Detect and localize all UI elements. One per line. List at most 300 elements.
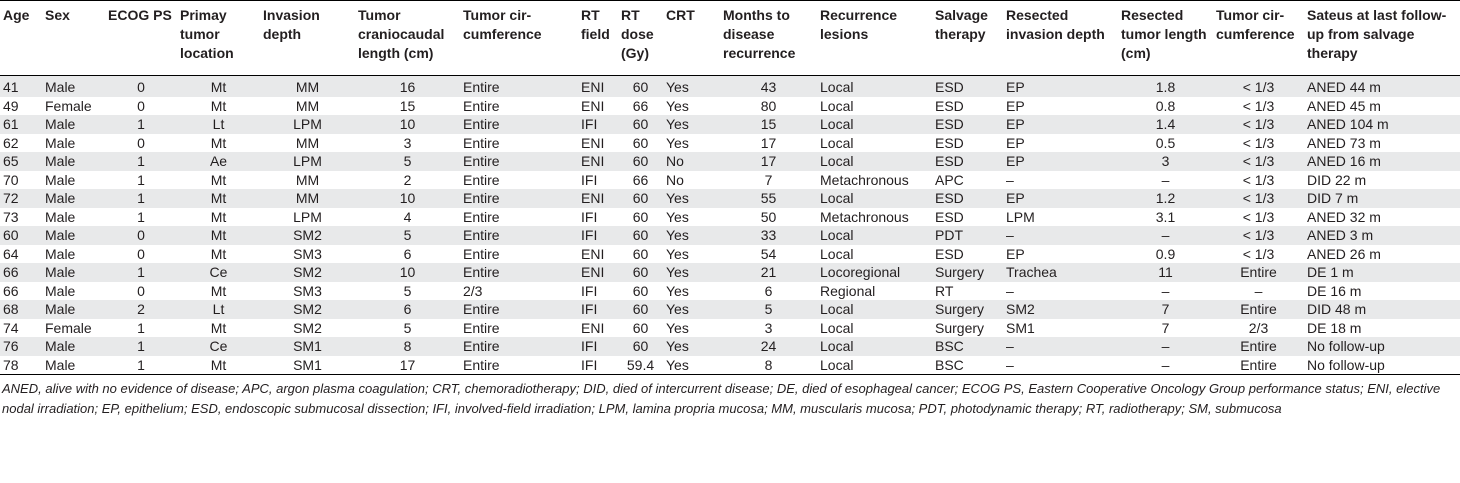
table-cell: Ce xyxy=(177,337,260,356)
table-row xyxy=(0,208,1460,227)
table-cell: 0 xyxy=(137,97,145,114)
table-cell: 6 xyxy=(403,245,412,262)
table-cell: 76 xyxy=(0,337,42,356)
table-cell: Male xyxy=(42,226,105,245)
table-row xyxy=(0,134,1460,153)
table-cell: 3 xyxy=(403,134,412,151)
table-cell: 6 xyxy=(355,300,460,319)
table-cell: MM xyxy=(295,97,320,114)
table-cell: 1 xyxy=(105,115,177,134)
table-row xyxy=(0,337,1460,356)
table-cell: Local xyxy=(820,245,854,262)
table-cell: ANED 16 m xyxy=(1304,152,1460,171)
table-cell: – xyxy=(1161,171,1170,188)
table-cell: 5 xyxy=(355,226,460,245)
table-cell: 80 xyxy=(760,97,777,114)
table-row xyxy=(0,97,1460,116)
table-cell: ANED 26 m xyxy=(1307,245,1381,262)
table-cell: 0.5 xyxy=(1155,134,1176,151)
table-cell: Entire xyxy=(463,208,500,225)
table-cell: EP xyxy=(1003,76,1118,97)
table-cell: 1.8 xyxy=(1118,76,1213,97)
table-cell: 50 xyxy=(760,208,777,225)
table-cell: IFI xyxy=(578,226,618,245)
table-cell: 8 xyxy=(355,337,460,356)
table-cell: 70 xyxy=(3,171,19,188)
table-cell: – xyxy=(1003,226,1118,245)
table-cell: SM3 xyxy=(293,245,322,262)
table-cell: 1 xyxy=(137,208,145,225)
table-cell: 0 xyxy=(137,134,145,151)
table-cell: Mt xyxy=(177,356,260,375)
table-cell: SM3 xyxy=(293,282,322,299)
column-header: Months to disease recurrence xyxy=(720,1,817,76)
table-cell: 7 xyxy=(764,171,773,188)
table-cell: < 1/3 xyxy=(1242,245,1275,262)
table-cell: 60 xyxy=(632,282,649,299)
table-cell: Local xyxy=(817,300,932,319)
table-cell: MM xyxy=(295,134,320,151)
table-cell: 0 xyxy=(137,282,145,299)
table-cell: Entire xyxy=(1213,356,1304,375)
column-header: Tumor craniocaudal length (cm) xyxy=(355,1,460,76)
table-cell: 3 xyxy=(764,319,773,336)
table-cell: ENI xyxy=(581,97,605,114)
table-cell: Local xyxy=(817,226,932,245)
table-cell: Entire xyxy=(1213,337,1304,356)
table-row xyxy=(0,115,1460,134)
table-cell: 55 xyxy=(720,189,817,208)
table-cell: 60 xyxy=(618,263,663,282)
table-cell: 3.1 xyxy=(1155,208,1176,225)
table-cell: – xyxy=(1118,226,1213,245)
table-cell: 0.9 xyxy=(1155,245,1176,262)
table-cell: MM xyxy=(260,76,355,97)
table-cell: Entire xyxy=(460,226,578,245)
table-cell: ANED 32 m xyxy=(1307,208,1381,225)
table-cell: Local xyxy=(820,97,854,114)
table-cell: 1 xyxy=(137,171,145,188)
table-cell: Yes xyxy=(666,208,689,225)
table-cell: 1.2 xyxy=(1118,189,1213,208)
table-cell: Entire xyxy=(1213,300,1304,319)
table-cell: 10 xyxy=(355,189,460,208)
table-row xyxy=(0,189,1460,208)
table-cell: SM2 xyxy=(1003,300,1118,319)
table-cell: Mt xyxy=(177,76,260,97)
table-cell: 1 xyxy=(137,319,145,336)
table-cell: Male xyxy=(45,134,76,151)
table-cell: 60 xyxy=(632,208,649,225)
table-cell: Mt xyxy=(210,245,227,262)
table-cell: SM1 xyxy=(260,356,355,375)
table-cell: – xyxy=(1254,282,1263,299)
table-cell: 2/3 xyxy=(1248,319,1269,336)
table-cell: Metachronous xyxy=(820,171,909,188)
table-cell: 1 xyxy=(105,337,177,356)
table-cell: 33 xyxy=(720,226,817,245)
table-cell: EP xyxy=(1003,189,1118,208)
table-cell: 5 xyxy=(355,152,460,171)
table-cell: 1 xyxy=(105,189,177,208)
table-cell: Entire xyxy=(463,97,500,114)
table-footnote: ANED, alive with no evidence of disease; APC, argon plasma coagulation; CRT, chemoradiotherapy; DID, died of intercurrent disease; DE, died of esophageal cancer; ECOG PS, Eastern Cooperative Oncology Group performance status; ENI, elective nodal irradiation; EP, epithelium; ESD, endoscopic submucosal dissection; IFI, involved-field irradiation; LPM, lamina propria mucosa; MM, muscularis mucosa; PDT, photodynamic therapy; RT, radiotherapy; SM, submucosa xyxy=(2,381,1441,416)
table-cell: Male xyxy=(42,300,105,319)
table-cell: Entire xyxy=(463,319,500,336)
table-cell: ESD xyxy=(935,208,964,225)
table-cell: 10 xyxy=(355,115,460,134)
table-cell: 60 xyxy=(618,115,663,134)
table-cell: 68 xyxy=(0,300,42,319)
table-cell: ESD xyxy=(932,115,1003,134)
table-cell: BSC xyxy=(932,356,1003,375)
table-row xyxy=(0,319,1460,338)
table-cell: ANED 104 m xyxy=(1304,115,1460,134)
table-cell: Male xyxy=(45,282,76,299)
table-cell: 41 xyxy=(0,76,42,97)
table-row xyxy=(0,282,1460,301)
table-cell: EP xyxy=(1003,152,1118,171)
table-cell: Yes xyxy=(663,300,720,319)
table-cell: 64 xyxy=(3,245,19,262)
table-cell: 65 xyxy=(0,152,42,171)
table-cell: Yes xyxy=(663,337,720,356)
table-cell: 43 xyxy=(720,76,817,97)
table-cell: No follow-up xyxy=(1304,337,1460,356)
table-cell: Mt xyxy=(210,97,227,114)
column-header: RT field xyxy=(578,1,618,76)
table-cell: Yes xyxy=(666,245,689,262)
table-cell: 60 xyxy=(632,319,649,336)
table-row xyxy=(0,263,1460,282)
table-cell: 61 xyxy=(0,115,42,134)
table-cell: Mt xyxy=(210,208,227,225)
table-cell: SM2 xyxy=(293,319,322,336)
column-header: Resected invasion depth xyxy=(1003,1,1118,76)
table-cell: 21 xyxy=(720,263,817,282)
table-cell: < 1/3 xyxy=(1213,115,1304,134)
table-cell: Lt xyxy=(177,115,260,134)
table-cell: 49 xyxy=(3,97,19,114)
table-cell: RT xyxy=(935,282,954,299)
table-cell: 24 xyxy=(720,337,817,356)
table-cell: Ce xyxy=(177,263,260,282)
table-cell: < 1/3 xyxy=(1213,226,1304,245)
table-cell: Entire xyxy=(460,189,578,208)
table-cell: 60 xyxy=(0,226,42,245)
table-cell: Entire xyxy=(460,76,578,97)
table-cell: No xyxy=(666,171,684,188)
table-row xyxy=(0,245,1460,264)
table-cell: 62 xyxy=(3,134,19,151)
table-cell: 66 xyxy=(0,263,42,282)
table-cell: 11 xyxy=(1118,263,1213,282)
table-cell: Male xyxy=(42,189,105,208)
table-cell: 5 xyxy=(403,282,412,299)
table-cell: Entire xyxy=(463,171,500,188)
table-cell: PDT xyxy=(932,226,1003,245)
table-cell: 7 xyxy=(1161,319,1170,336)
table-cell: 2 xyxy=(105,300,177,319)
table-cell: Mt xyxy=(210,319,227,336)
table-cell: 16 xyxy=(355,76,460,97)
table-cell: IFI xyxy=(578,300,618,319)
table-cell: 17 xyxy=(355,356,460,375)
table-cell: Lt xyxy=(177,300,260,319)
table-cell: Locoregional xyxy=(817,263,932,282)
table-cell: Yes xyxy=(663,76,720,97)
table-cell: Entire xyxy=(460,263,578,282)
table-cell: 66 xyxy=(632,171,649,188)
table-cell: 66 xyxy=(3,282,19,299)
table-cell: Yes xyxy=(666,282,689,299)
table-cell: IFI xyxy=(578,337,618,356)
table-cell: 73 xyxy=(3,208,19,225)
table-cell: 17 xyxy=(760,134,777,151)
table-cell: Entire xyxy=(460,115,578,134)
table-cell: IFI xyxy=(581,282,598,299)
table-cell: Male xyxy=(42,152,105,171)
table-cell: 7 xyxy=(1118,300,1213,319)
table-cell: Male xyxy=(42,263,105,282)
column-header: Invasion depth xyxy=(260,1,355,76)
table-cell: 74 xyxy=(3,319,19,336)
table-cell: Entire xyxy=(460,356,578,375)
table-cell: Male xyxy=(42,115,105,134)
table-cell: Yes xyxy=(663,115,720,134)
table-cell: SM2 xyxy=(260,226,355,245)
table-cell: SM2 xyxy=(260,300,355,319)
table-cell: 5 xyxy=(720,300,817,319)
table-cell: ESD xyxy=(932,152,1003,171)
table-cell: ESD xyxy=(932,76,1003,97)
table-cell: 60 xyxy=(618,189,663,208)
table-cell: 6 xyxy=(764,282,773,299)
table-cell: ANED 3 m xyxy=(1304,226,1460,245)
table-cell: – xyxy=(1161,282,1170,299)
table-cell: ENI xyxy=(578,189,618,208)
table-cell: < 1/3 xyxy=(1242,97,1275,114)
table-cell: ANED 45 m xyxy=(1307,97,1381,114)
table-cell: Local xyxy=(817,115,932,134)
table-cell: Mt xyxy=(210,134,227,151)
column-header: CRT xyxy=(663,1,720,76)
table-cell: 4 xyxy=(403,208,412,225)
table-cell: APC xyxy=(935,171,964,188)
table-cell: 60 xyxy=(632,134,649,151)
table-cell: DID 48 m xyxy=(1304,300,1460,319)
table-cell: 1 xyxy=(105,356,177,375)
table-row xyxy=(0,152,1460,171)
table-cell: SM2 xyxy=(260,263,355,282)
table-cell: EP xyxy=(1006,245,1025,262)
table-cell: 60 xyxy=(618,337,663,356)
table-cell: < 1/3 xyxy=(1213,152,1304,171)
table-cell: Mt xyxy=(210,171,227,188)
table-cell: < 1/3 xyxy=(1213,189,1304,208)
table-cell: LPM xyxy=(1006,208,1035,225)
table-cell: 10 xyxy=(355,263,460,282)
column-header: Sex xyxy=(42,1,105,76)
table-cell: IFI xyxy=(578,115,618,134)
table-cell: 2/3 xyxy=(463,282,483,299)
table-cell: EP xyxy=(1003,115,1118,134)
table-cell: IFI xyxy=(581,208,598,225)
table-cell: EP xyxy=(1006,97,1025,114)
table-cell: Yes xyxy=(666,97,689,114)
table-row xyxy=(0,356,1460,375)
table-cell: Yes xyxy=(663,263,720,282)
table-cell: ENI xyxy=(578,263,618,282)
table-cell: Female xyxy=(45,97,92,114)
table-cell: < 1/3 xyxy=(1242,134,1275,151)
table-cell: ANED 44 m xyxy=(1304,76,1460,97)
column-header: RT dose (Gy) xyxy=(618,1,663,76)
column-header: Resected tumor length (cm) xyxy=(1118,1,1213,76)
table-cell: ESD xyxy=(932,189,1003,208)
table-cell: Entire xyxy=(460,337,578,356)
table-cell: 3 xyxy=(1118,152,1213,171)
table-cell: Regional xyxy=(820,282,876,299)
table-row xyxy=(0,300,1460,319)
column-header: Salvage therapy xyxy=(932,1,1003,76)
table-cell: Male xyxy=(42,337,105,356)
table-cell: SM1 xyxy=(1006,319,1035,336)
table-cell: No xyxy=(663,152,720,171)
table-cell: 1 xyxy=(105,152,177,171)
table-cell: Entire xyxy=(1213,263,1304,282)
table-cell: Ae xyxy=(177,152,260,171)
table-cell: – xyxy=(1003,337,1118,356)
table-cell: Surgery xyxy=(932,300,1003,319)
table-cell: Yes xyxy=(663,226,720,245)
table-cell: Yes xyxy=(666,134,689,151)
table-cell: Male xyxy=(45,208,76,225)
table-cell: DID 22 m xyxy=(1307,171,1367,188)
table-cell: Male xyxy=(42,356,105,375)
table-cell: ENI xyxy=(578,76,618,97)
table-row xyxy=(0,226,1460,245)
table-cell: 5 xyxy=(403,319,412,336)
table-cell: Male xyxy=(45,245,76,262)
table-cell: Surgery xyxy=(935,319,985,336)
table-cell: Entire xyxy=(460,152,578,171)
table-cell: < 1/3 xyxy=(1213,76,1304,97)
table-cell: ENI xyxy=(581,134,605,151)
table-cell: 66 xyxy=(632,97,649,114)
table-cell: 0 xyxy=(105,226,177,245)
table-cell: 54 xyxy=(760,245,777,262)
table-cell: MM xyxy=(295,171,320,188)
table-cell: IFI xyxy=(581,171,598,188)
table-cell: DID 7 m xyxy=(1304,189,1460,208)
table-cell: LPM xyxy=(260,115,355,134)
table-cell: 0.8 xyxy=(1155,97,1176,114)
table-cell: 2 xyxy=(403,171,412,188)
column-header: ECOG PS xyxy=(105,1,177,76)
table-cell: 8 xyxy=(720,356,817,375)
table-row xyxy=(0,76,1460,97)
table-cell: Male xyxy=(42,76,105,97)
table-cell: 1.4 xyxy=(1118,115,1213,134)
table-cell: Mt xyxy=(177,189,260,208)
table-cell: 60 xyxy=(618,226,663,245)
table-cell: < 1/3 xyxy=(1242,171,1275,188)
table-cell: 78 xyxy=(0,356,42,375)
table-cell: Local xyxy=(817,189,932,208)
table-cell: Entire xyxy=(463,245,500,262)
table-cell: 60 xyxy=(618,76,663,97)
table-cell: 60 xyxy=(618,300,663,319)
table-cell: Local xyxy=(820,319,854,336)
table-cell: 0 xyxy=(137,245,145,262)
table-cell: ENI xyxy=(578,152,618,171)
table-cell: Entire xyxy=(463,134,500,151)
table-cell: Local xyxy=(820,134,854,151)
table-cell: 60 xyxy=(632,245,649,262)
table-cell: 60 xyxy=(618,152,663,171)
table-cell: – xyxy=(1118,356,1213,375)
table-cell: ENI xyxy=(581,245,605,262)
table-cell: 59.4 xyxy=(618,356,663,375)
table-cell: IFI xyxy=(578,356,618,375)
table-cell: – xyxy=(1006,171,1014,188)
table-cell: Entire xyxy=(460,300,578,319)
table-cell: Yes xyxy=(666,319,689,336)
table-cell: Metachronous xyxy=(820,208,909,225)
table-cell: Local xyxy=(817,152,932,171)
table-cell: Trachea xyxy=(1003,263,1118,282)
table-cell: 15 xyxy=(720,115,817,134)
table-cell: 15 xyxy=(399,97,416,114)
column-header: Age xyxy=(0,1,42,76)
table-cell: 17 xyxy=(720,152,817,171)
table-cell: Local xyxy=(817,337,932,356)
table-cell: ENI xyxy=(581,319,605,336)
table-cell: 0 xyxy=(105,76,177,97)
table-cell: Yes xyxy=(663,356,720,375)
table-cell: Local xyxy=(817,76,932,97)
table-cell: Surgery xyxy=(932,263,1003,282)
table-body xyxy=(0,76,1460,375)
table-cell: Yes xyxy=(663,189,720,208)
table-cell: Female xyxy=(45,319,92,336)
table-cell: 72 xyxy=(0,189,42,208)
table-cell: 1 xyxy=(105,263,177,282)
table-cell: EP xyxy=(1006,134,1025,151)
table-cell: DE 1 m xyxy=(1304,263,1460,282)
table-cell: No follow-up xyxy=(1304,356,1460,375)
table-cell: ESD xyxy=(935,97,964,114)
table-cell: – xyxy=(1118,337,1213,356)
table-cell: LPM xyxy=(293,208,322,225)
table-cell: Male xyxy=(45,171,76,188)
table-cell: Mt xyxy=(210,282,227,299)
table-cell: – xyxy=(1006,282,1014,299)
column-header: Sateus at last follow-up from salvage therapy xyxy=(1304,1,1460,76)
column-header: Primay tumor location xyxy=(177,1,260,76)
table-cell: ESD xyxy=(935,134,964,151)
header-row xyxy=(0,1,1460,76)
table-cell: LPM xyxy=(260,152,355,171)
column-header: Tumor cir-cumference xyxy=(460,1,578,76)
table-cell: BSC xyxy=(932,337,1003,356)
table-cell: ESD xyxy=(935,245,964,262)
table-cell: < 1/3 xyxy=(1242,208,1275,225)
column-header: Recurrence lesions xyxy=(817,1,932,76)
table-cell: Local xyxy=(817,356,932,375)
table-cell: DE 18 m xyxy=(1307,319,1362,336)
